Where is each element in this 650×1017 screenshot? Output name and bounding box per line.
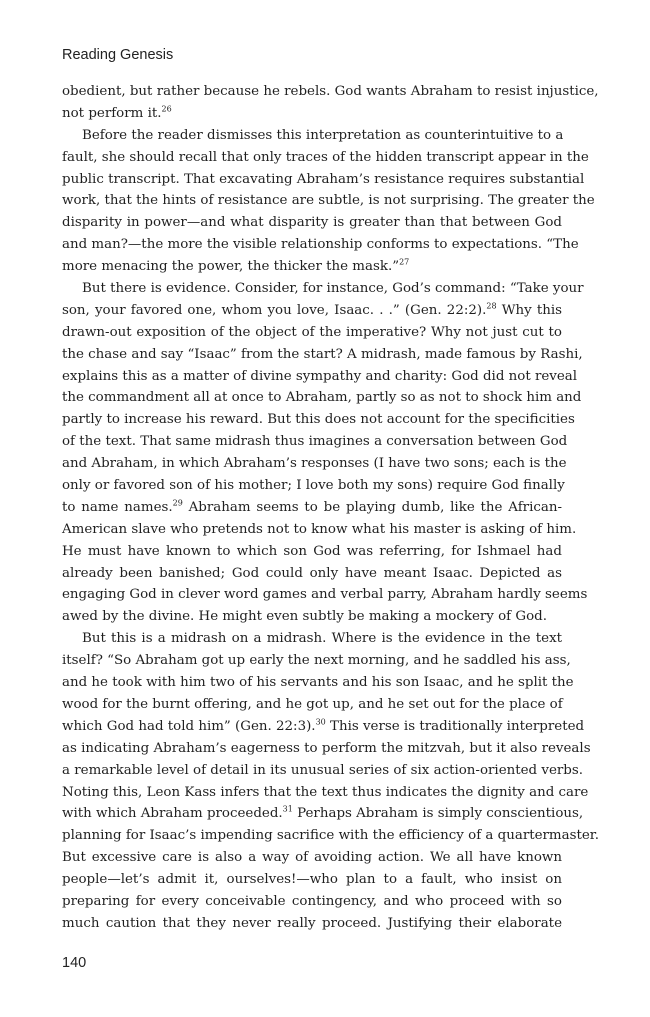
text-line xyxy=(62,541,562,563)
text-line xyxy=(62,606,562,628)
footnote-marker: 29 xyxy=(172,498,183,508)
line-text: a remarkable level of detail in its unusual series of six action-oriented verbs. xyxy=(62,762,583,778)
text-line xyxy=(62,453,567,475)
line-text: But this is a midrash on a midrash. Where is the evidence in the text xyxy=(82,631,562,647)
line-text: Before the reader dismisses this interpretation as counterintuitive to a xyxy=(82,127,564,143)
line-text-continued: Abraham seems to be playing dumb, like the African- xyxy=(182,499,562,515)
line-text: disparity in power—and what disparity is greater than that between God xyxy=(62,215,562,231)
text-line xyxy=(62,563,562,585)
text-line xyxy=(62,891,562,913)
text-line xyxy=(62,431,568,453)
line-text: planning for Isaac’s impending sacrifice with the efficiency of a quartermaster. xyxy=(62,828,599,844)
line-text: and man?—the more the visible relationship conforms to expectations. “The xyxy=(62,237,579,253)
line-text: wood for the burnt offering, and he got up, and he set out for the place of xyxy=(62,696,563,712)
text-line xyxy=(62,519,577,541)
footnote-marker: 28 xyxy=(486,301,497,311)
line-text: explains this as a matter of divine sympathy and charity: God did not reveal xyxy=(62,368,578,384)
text-line xyxy=(62,81,599,103)
line-text: only or favored son of his mother; I love both my sons) require God finally xyxy=(62,478,565,494)
line-text: He must have known to which son God was referring, for Ishmael had xyxy=(62,543,562,559)
text-line xyxy=(62,300,562,322)
line-text: engaging God in clever word games and verbal parry, Abraham hardly seems xyxy=(62,587,588,603)
line-text-continued: Why this xyxy=(496,302,562,318)
text-line xyxy=(62,190,595,212)
text-line xyxy=(62,869,562,891)
footnote-marker: 27 xyxy=(399,257,410,267)
line-text: obedient, but rather because he rebels. God wants Abraham to resist injustice, xyxy=(62,84,599,99)
text-line xyxy=(62,212,562,234)
running-header: Reading Genesis xyxy=(62,47,174,63)
line-text: the commandment all at once to Abraham, partly so as not to shock him and xyxy=(62,390,582,406)
body-text xyxy=(62,81,599,935)
line-text: as indicating Abraham’s eagerness to perform the mitzvah, but it also reveals xyxy=(62,740,591,756)
line-text: people—let’s admit it, ourselves!—who plan to a fault, who insist on xyxy=(62,872,562,888)
text-line xyxy=(62,366,578,388)
line-text: But there is evidence. Consider, for instance, God’s command: “Take your xyxy=(82,281,584,297)
footnote-marker: 31 xyxy=(282,804,293,814)
line-text: with which Abraham proceeded. xyxy=(62,806,283,822)
line-text: not perform it. xyxy=(62,105,162,121)
line-text: to name names. xyxy=(62,499,173,515)
text-line xyxy=(62,322,562,344)
text-line xyxy=(62,847,562,869)
text-line xyxy=(62,256,562,278)
line-text: and he took with him two of his servants and his son Isaac, and he split the xyxy=(62,675,574,691)
line-text: preparing for every conceivable contingency, and who proceed with so xyxy=(62,893,562,909)
text-line xyxy=(62,782,589,804)
text-line xyxy=(62,409,575,431)
line-text: awed by the divine. He might even subtly be making a mockery of God. xyxy=(62,609,547,625)
line-text: son, your favored one, whom you love, Isaac. . .” (Gen. 22:2). xyxy=(62,302,487,318)
text-line xyxy=(62,738,591,760)
text-line xyxy=(62,803,584,825)
text-line xyxy=(62,278,584,300)
line-text: of the text. That same midrash thus imagines a conversation between God xyxy=(62,434,568,450)
line-text: drawn-out exposition of the object of the imperative? Why not just cut to xyxy=(62,324,562,340)
footnote-marker: 30 xyxy=(315,717,326,727)
text-line xyxy=(62,760,583,782)
line-text: American slave who pretends not to know what his master is asking of him. xyxy=(62,521,577,537)
line-text: But excessive care is also a way of avoiding action. We all have known xyxy=(62,850,562,866)
text-line xyxy=(62,169,585,191)
line-text-continued: This verse is traditionally interpreted xyxy=(325,718,585,734)
line-text: and Abraham, in which Abraham’s responses (I have two sons; each is the xyxy=(62,456,567,472)
text-line xyxy=(62,716,585,738)
text-line xyxy=(62,825,599,847)
footnote-marker: 26 xyxy=(161,104,172,114)
line-text: partly to increase his reward. But this does not account for the specificities xyxy=(62,412,575,428)
text-line xyxy=(62,913,562,935)
line-text: itself? “So Abraham got up early the next morning, and he saddled his ass, xyxy=(62,653,571,669)
page-number: 140 xyxy=(62,955,87,971)
line-text: Noting this, Leon Kass infers that the text thus indicates the dignity and care xyxy=(62,784,589,800)
line-text: already been banished; God could only have meant Isaac. Depicted as xyxy=(62,565,562,581)
line-text-continued: Perhaps Abraham is simply conscientious, xyxy=(292,806,584,822)
text-line xyxy=(62,344,583,366)
line-text: much caution that they never really proceed. Justifying their elaborate xyxy=(62,915,562,931)
text-line xyxy=(62,387,582,409)
text-line xyxy=(62,628,562,650)
text-line xyxy=(62,125,562,147)
text-line xyxy=(62,694,562,716)
text-line xyxy=(62,672,574,694)
text-line xyxy=(62,234,579,256)
line-text: fault, she should recall that only traces of the hidden transcript appear in the xyxy=(62,149,589,165)
line-text: which God had told him” (Gen. 22:3). xyxy=(62,718,316,734)
text-line xyxy=(62,475,565,497)
line-text: public transcript. That excavating Abraham’s resistance requires substantial xyxy=(62,171,585,187)
line-text: work, that the hints of resistance are subtle, is not surprising. The greater the xyxy=(62,193,595,209)
text-line xyxy=(62,497,562,519)
text-line xyxy=(62,650,571,672)
text-line xyxy=(62,584,588,606)
line-text: more menacing the power, the thicker the mask.” xyxy=(62,259,400,275)
text-line xyxy=(62,103,562,125)
line-text: the chase and say “Isaac” from the start? A midrash, made famous by Rashi, xyxy=(62,346,583,362)
text-line xyxy=(62,147,589,169)
